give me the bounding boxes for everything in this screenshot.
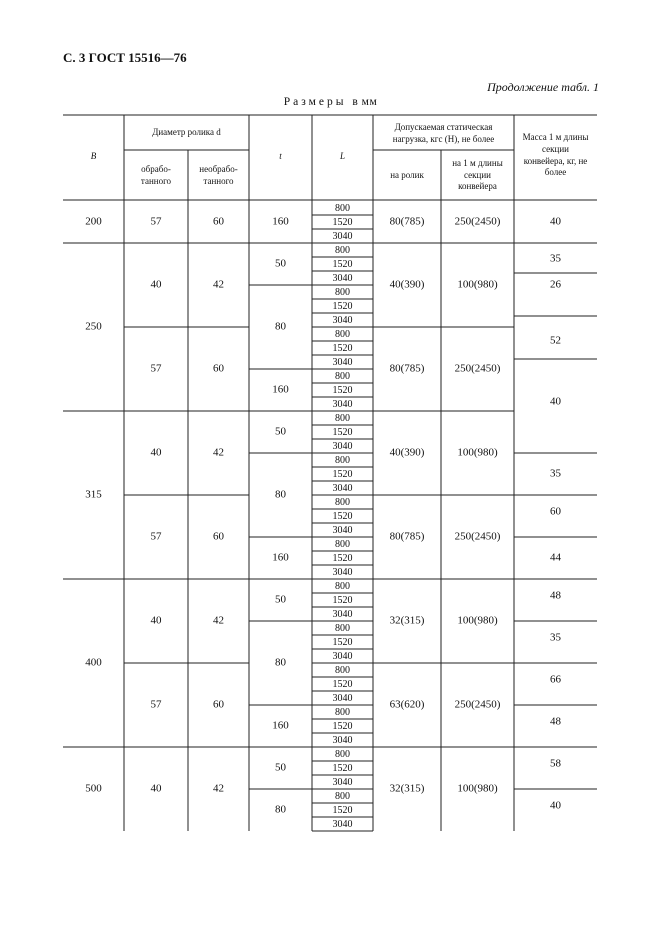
header-diameter: Диаметр ролика d <box>152 127 221 138</box>
l-value: 800 <box>335 622 350 634</box>
l-value: 1520 <box>332 510 353 522</box>
t-value: 160 <box>272 215 289 228</box>
table-continuation-label: Продолжение табл. 1 <box>487 80 599 94</box>
l-value: 800 <box>335 538 350 550</box>
l-value: 3040 <box>332 398 353 410</box>
d-unmachined-value: 42 <box>213 614 224 627</box>
mass-value: 66 <box>550 673 561 686</box>
load-meter-value: 100(980) <box>457 782 498 795</box>
mass-value: 40 <box>550 799 561 812</box>
load-roller-value: 32(315) <box>389 614 425 627</box>
t-value: 50 <box>275 593 286 606</box>
d-machined-value: 57 <box>150 698 162 711</box>
mass-value: 26 <box>550 278 561 291</box>
l-value: 800 <box>335 370 350 382</box>
load-roller-value: 80(785) <box>389 362 425 375</box>
l-value: 3040 <box>332 692 353 704</box>
t-value: 160 <box>272 383 289 396</box>
l-value: 800 <box>335 664 350 676</box>
t-value: 80 <box>275 488 286 501</box>
mass-value: 35 <box>550 467 561 480</box>
t-value: 50 <box>275 761 286 774</box>
header-unmachined: необрабо- <box>199 164 238 175</box>
l-value: 1520 <box>332 552 353 564</box>
l-value: 800 <box>335 790 350 802</box>
l-value: 1520 <box>332 762 353 774</box>
mass-value: 40 <box>550 395 561 408</box>
l-value: 800 <box>335 412 350 424</box>
d-unmachined-value: 60 <box>213 215 224 228</box>
d-unmachined-value: 60 <box>213 530 224 543</box>
header-mass: более <box>544 167 567 178</box>
mass-value: 48 <box>550 589 561 602</box>
l-value: 1520 <box>332 426 353 438</box>
d-machined-value: 40 <box>150 278 162 291</box>
l-value: 800 <box>335 202 350 214</box>
l-value: 1520 <box>332 636 353 648</box>
d-machined-value: 57 <box>150 362 162 375</box>
l-value: 800 <box>335 580 350 592</box>
load-meter-value: 250(2450) <box>454 215 501 228</box>
l-value: 1520 <box>332 300 353 312</box>
dimensions-word: Размеры <box>283 96 347 108</box>
l-value: 800 <box>335 244 350 256</box>
b-value: 250 <box>85 320 102 333</box>
d-unmachined-value: 42 <box>213 446 224 459</box>
mass-value: 60 <box>550 505 561 518</box>
t-value: 50 <box>275 257 286 270</box>
l-value: 3040 <box>332 608 353 620</box>
load-meter-value: 100(980) <box>457 614 498 627</box>
header-per-meter: на 1 м длины <box>452 158 503 169</box>
l-value: 3040 <box>332 230 353 242</box>
load-meter-value: 100(980) <box>457 278 498 291</box>
l-value: 1520 <box>332 258 353 270</box>
header-per-roller: на ролик <box>390 170 424 181</box>
l-value: 1520 <box>332 594 353 606</box>
b-value: 315 <box>85 488 102 501</box>
header-l: L <box>339 151 346 162</box>
d-machined-value: 57 <box>150 530 162 543</box>
l-value: 800 <box>335 496 350 508</box>
header-b: B <box>90 151 97 162</box>
t-value: 160 <box>272 719 289 732</box>
header-t: t <box>279 151 282 162</box>
load-roller-value: 40(390) <box>389 278 425 291</box>
l-value: 3040 <box>332 650 353 662</box>
mass-value: 52 <box>550 334 561 347</box>
mass-value: 35 <box>550 631 561 644</box>
l-value: 3040 <box>332 524 353 536</box>
t-value: 80 <box>275 656 286 669</box>
l-value: 3040 <box>332 482 353 494</box>
load-meter-value: 250(2450) <box>454 698 501 711</box>
d-unmachined-value: 42 <box>213 278 224 291</box>
l-value: 3040 <box>332 314 353 326</box>
l-value: 1520 <box>332 468 353 480</box>
l-value: 1520 <box>332 216 353 228</box>
b-value: 200 <box>85 215 102 228</box>
l-value: 3040 <box>332 734 353 746</box>
l-value: 800 <box>335 286 350 298</box>
load-meter-value: 100(980) <box>457 446 498 459</box>
l-value: 800 <box>335 454 350 466</box>
l-value: 1520 <box>332 804 353 816</box>
d-machined-value: 57 <box>150 215 162 228</box>
l-value: 3040 <box>332 440 353 452</box>
t-value: 80 <box>275 320 286 333</box>
l-value: 800 <box>335 748 350 760</box>
d-unmachined-value: 60 <box>213 362 224 375</box>
l-value: 3040 <box>332 272 353 284</box>
mass-value: 48 <box>550 715 561 728</box>
l-value: 3040 <box>332 566 353 578</box>
header-mass: секции <box>542 144 569 155</box>
mass-value: 40 <box>550 215 561 228</box>
load-roller-value: 40(390) <box>389 446 425 459</box>
l-value: 1520 <box>332 384 353 396</box>
l-value: 3040 <box>332 818 353 830</box>
header-unmachined: танного <box>203 176 234 187</box>
l-value: 1520 <box>332 678 353 690</box>
d-unmachined-value: 60 <box>213 698 224 711</box>
header-mass: Масса 1 м длины <box>522 132 589 143</box>
mass-value: 35 <box>550 252 561 265</box>
l-value: 1520 <box>332 342 353 354</box>
header-machined: обрабо- <box>141 164 171 175</box>
d-unmachined-value: 42 <box>213 782 224 795</box>
t-value: 160 <box>272 551 289 564</box>
load-meter-value: 250(2450) <box>454 362 501 375</box>
b-value: 500 <box>85 782 102 795</box>
l-value: 1520 <box>332 720 353 732</box>
header-mass: конвейера, кг, не <box>523 156 588 167</box>
dimensions-unit: в мм <box>352 96 378 108</box>
l-value: 3040 <box>332 776 353 788</box>
header-machined: танного <box>140 176 172 187</box>
load-meter-value: 250(2450) <box>454 530 501 543</box>
header-per-meter: конвейера <box>458 181 497 192</box>
t-value: 50 <box>275 425 286 438</box>
d-machined-value: 40 <box>150 446 162 459</box>
load-roller-value: 80(785) <box>389 215 425 228</box>
mass-value: 44 <box>550 551 561 564</box>
d-machined-value: 40 <box>150 614 162 627</box>
header-load: Допускаемая статическая <box>394 122 493 133</box>
header-per-meter: секции <box>464 170 491 181</box>
load-roller-value: 32(315) <box>389 782 425 795</box>
d-machined-value: 40 <box>150 782 162 795</box>
l-value: 3040 <box>332 356 353 368</box>
header-load: нагрузка, кгс (Н), не более <box>392 134 495 145</box>
load-roller-value: 80(785) <box>389 530 425 543</box>
mass-value: 58 <box>550 757 561 770</box>
l-value: 800 <box>335 706 350 718</box>
l-value: 800 <box>335 328 350 340</box>
page-header: С. 3 ГОСТ 15516—76 <box>63 50 187 65</box>
b-value: 400 <box>85 656 102 669</box>
load-roller-value: 63(620) <box>389 698 425 711</box>
t-value: 80 <box>275 803 286 816</box>
